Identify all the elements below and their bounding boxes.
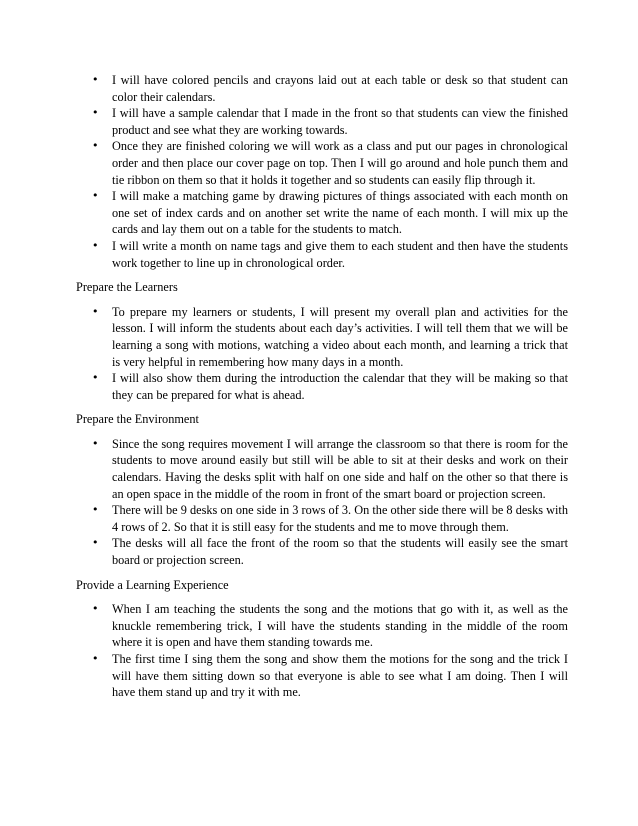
list-item: • Since the song requires movement I will arrange the classroom so that there is room for the students to move around easily but still will be able to sit at their desks and work on their calendars. Having the desks split with half on one side and half on the other so that there is an open space in the middle of the room in front of the smart board or projection screen. [112,436,568,502]
learning-experience-list [112,601,568,701]
list-item: • I will write a month on name tags and give them to each student and then have the students work together to line up in chronological order. [112,238,568,271]
list-item: • There will be 9 desks on one side in 3 rows of 3. On the other side there will be 8 desks with 4 rows of 2. So that it is still easy for the students and me to move through them. [112,502,568,535]
section-heading-learning-experience: Provide a Learning Experience [76,577,229,592]
environment-list [112,436,568,569]
list-item: • I will have colored pencils and crayons laid out at each table or desk so that student can color their calendars. [112,72,568,105]
list-item: • The desks will all face the front of the room so that the students will easily see the smart board or projection screen. [112,535,568,568]
list-item: • Once they are finished coloring we will work as a class and put our pages in chronological order and then place our cover page on top. Then I will go around and hole punch them and tie ribbon on them so that it holds it together and so students can easily flip through it. [112,138,568,188]
list-item: • I will also show them during the introduction the calendar that they will be making so that they can be prepared for what is ahead. [112,370,568,403]
list-item: • I will have a sample calendar that I made in the front so that students can view the finished product and see what they are working towards. [112,105,568,138]
section-heading-environment: Prepare the Environment [76,412,199,427]
list-item: • The first time I sing them the song and show them the motions for the song and the trick I will have them sitting down so that everyone is able to see what I am doing. Then I will have them stand up and try it with me. [112,651,568,701]
list-item: • When I am teaching the students the song and the motions that go with it, as well as the knuckle remembering trick, I will have the students standing in the middle of the room where it is open and have them standing towards me. [112,601,568,651]
list-item: • To prepare my learners or students, I will present my overall plan and activities for the lesson. I will inform the students about each day’s activities. I will tell them that we will be learning a song with motions, watching a video about each month, and learning a trick that is very helpful in remembering how many days in a month. [112,304,568,370]
materials-list [112,72,568,271]
list-item: • I will make a matching game by drawing pictures of things associated with each month on one set of index cards and on another set write the name of each month. I will mix up the cards and lay them out on a table for the students to match. [112,188,568,238]
learners-list [112,304,568,404]
section-heading-learners: Prepare the Learners [76,280,178,295]
